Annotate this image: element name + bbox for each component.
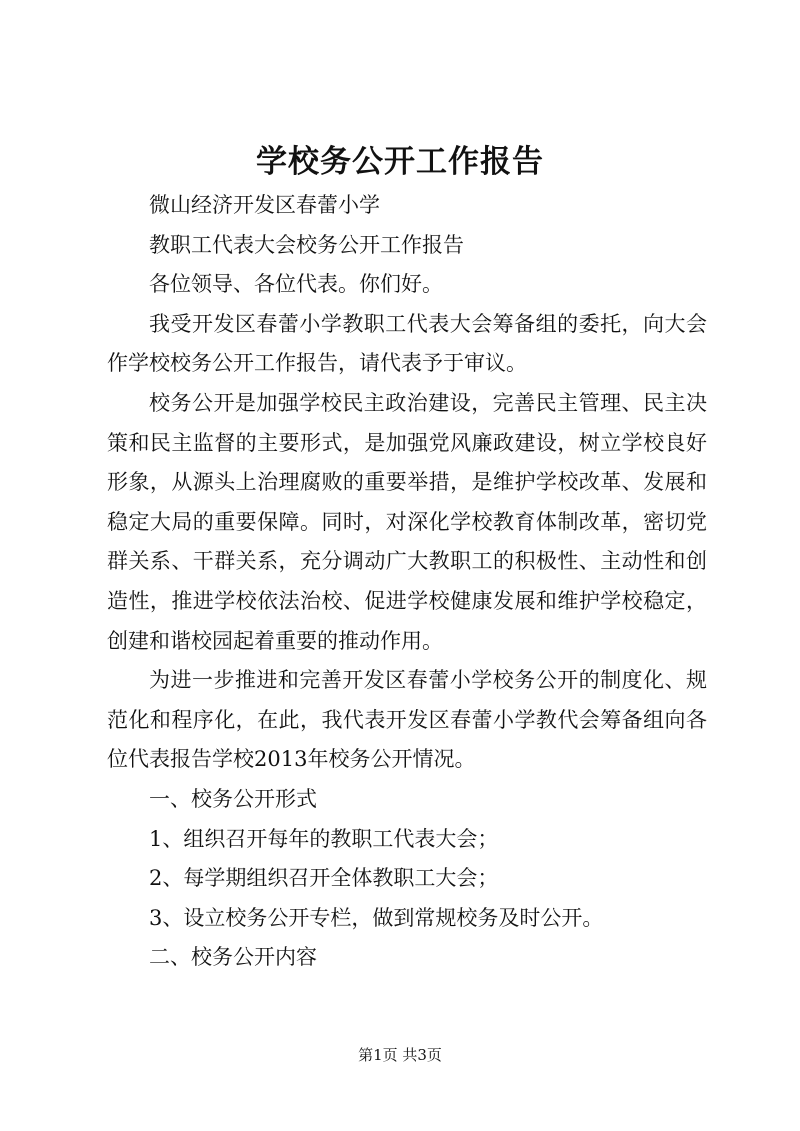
page-number-footer: 第1页 共3页 xyxy=(358,1046,442,1064)
section-heading-1: 一、校务公开形式 xyxy=(149,786,317,811)
body-paragraph: 校务公开是加强学校民主政治建设，完善民主管理、民主决策和民主监督的主要形式，是加强党风廉政建设，树立学校良好形象，从源头上治理腐败的重要举措，是维护学校改革、发展和稳定大局的重要保障。同时，对深化学校教育体制改革，密切党群关系、干群关系，充分调动广大教职工的积极性、主动性和创造性，推进学校依法治校、促进学校健康发展和维护学校稳定，创建和谐校园起着重要的推动作用。 xyxy=(107,390,707,653)
section-heading-2: 二、校务公开内容 xyxy=(149,945,317,970)
school-name-line: 微山经济开发区春蕾小学 xyxy=(149,193,380,217)
report-subtitle-line: 教职工代表大会校务公开工作报告 xyxy=(149,232,464,257)
list-item: 1、组织召开每年的教职工代表大会； xyxy=(149,826,499,851)
salutation-line: 各位领导、各位代表。你们好。 xyxy=(149,272,443,297)
body-paragraph: 为进一步推进和完善开发区春蕾小学校务公开的制度化、规范化和程序化，在此，我代表开发区春蕾小学教代会筹备组向各位代表报告学校2013年校务公开情况。 xyxy=(107,668,707,772)
document-title: 学校务公开工作报告 xyxy=(256,144,544,180)
body-paragraph: 我受开发区春蕾小学教职工代表大会筹备组的委托，向大会作学校校务公开工作报告，请代表予于审议。 xyxy=(107,311,707,376)
list-item: 2、每学期组织召开全体教职工大会； xyxy=(149,866,499,891)
list-item: 3、设立校务公开专栏，做到常规校务及时公开。 xyxy=(149,905,604,930)
document-body xyxy=(107,186,707,978)
